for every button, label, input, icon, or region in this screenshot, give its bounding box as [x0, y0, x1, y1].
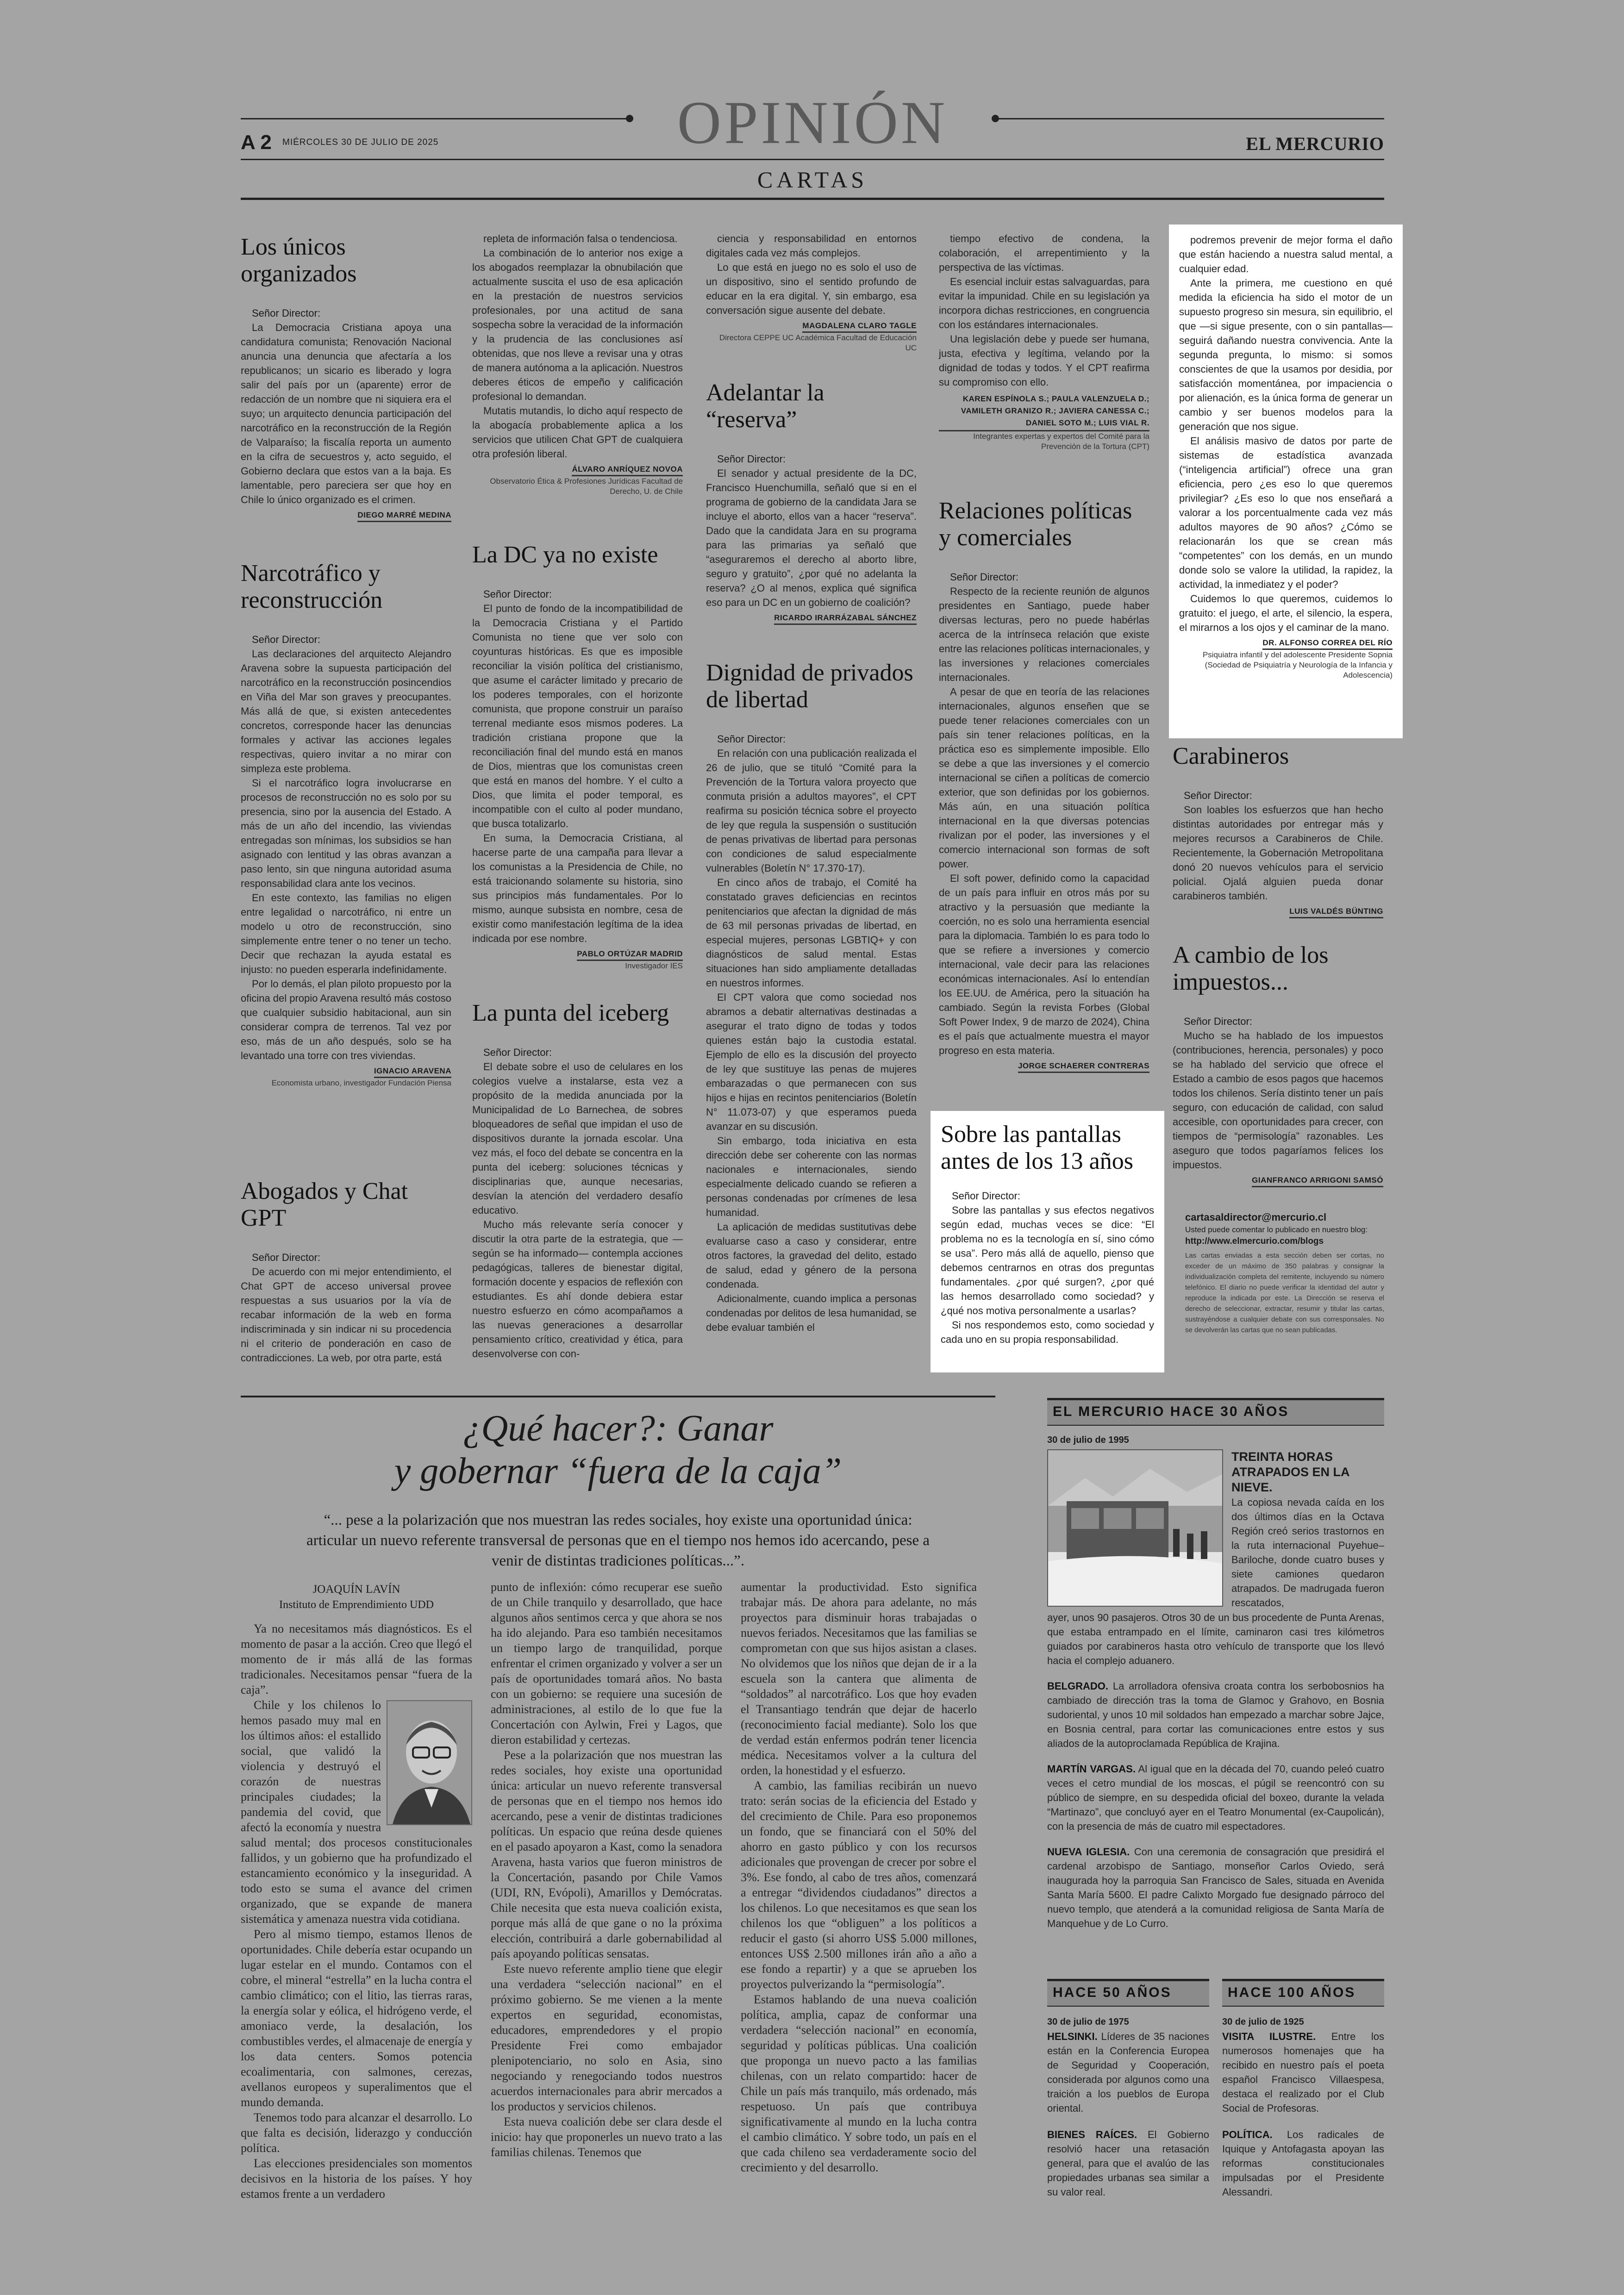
column-paragraph: Chile y los chilenos lo hemos pasado muy mal en los últimos años: el estallido social, que validó la violencia y destruyó el corazón de nuestras principales ciudades; la pandemia del covid, que afectó la economía y nuestra salud mental; dos procesos constitucionales fallidos, y un gobierno que ha profundizado el estancamiento económico y la inseguridad. A todo esto se suma el avance del crimen organizado, que se expande de manera sistemática y amenaza nuestra vida cotidiana. [241, 1698, 472, 1926]
column-paragraph: punto de inflexión: cómo recuperar ese sueño de un Chile tranquilo y desarrollado, que hace algunos años sentimos cerca y que ahora se nos ha ido alejando. Para eso también necesitamos un tiempo largo de tranquilidad, porque enfrentar el crimen organizado y volver a ser un país de oportunidades tomará años. No basta con un gobierno: se requiere una sucesión de administraciones, al estilo de lo que fue la Concertación con Aylwin, Frei y Lagos, que dieron estabilidad y certezas. [491, 1580, 722, 1746]
letter-greeting: Señor Director: [717, 453, 786, 465]
letter-title: Sobre las pantallas antes de los 13 años [941, 1121, 1133, 1174]
hace30-date: 30 de julio de 1995 [1047, 1435, 1129, 1445]
column-paragraph: Esta nueva coalición debe ser clara desde el inicio: hay que proponerles un nuevo trato a las familias chilenas. Tenemos que [491, 2115, 722, 2159]
letter-paragraph: Una legislación debe y puede ser humana, justa, efectiva y legítima, velando por la dignidad de todas y todos. Y el CPT reafirma su compromiso con ello. [939, 333, 1149, 388]
hace50-header: HACE 50 AÑOS [1053, 1985, 1172, 2000]
hace-50-anos [1047, 1979, 1209, 2199]
letter-paragraph: La combinación de lo anterior nos exige a los abogados reemplazar la obnubilación que actualmente suscita el uso de esa aplicación en la prestación de nuestros servicios profesionales, por una actitud de sana sospecha sobre la veracidad de la información y la prudencia de las conclusiones así obtenidas, que nos lleve a revisar una y otras de manera autónoma a la aplicación. Nuestros deberes éticos de empeño y calificación profesional lo demandan. [472, 247, 683, 402]
hace30-headline: TREINTA HORAS ATRAPADOS EN LA NIEVE. [1231, 1450, 1349, 1494]
hace100-header-bar [1222, 1979, 1384, 2007]
letter-dignidad-continued [939, 231, 1149, 452]
column-paragraph: Pero al mismo tiempo, estamos llenos de oportunidades. Chile debería estar ocupando un lugar estelar en el mundo. Contamos con el cobre, el mineral “estrella” en la lucha contra el cambio climático; con el litio, las tierras raras, la energía solar y eólica, el hidrógeno verde, el amoniaco verde, la desalación, los combustibles verdes, el almacenaje de energía y los data centers. Somos potencia ecoalimentaria, con salmones, cerezas, avellanos europeos y superalimentos que el mundo demanda. [241, 1927, 472, 2109]
issue-date: MIÉRCOLES 30 DE JULIO DE 2025 [282, 137, 439, 147]
letter-title: La DC ya no existe [472, 542, 658, 568]
hace50-item [1047, 2029, 1209, 2115]
opinion-column [241, 1407, 995, 2268]
letter-paragraph: La aplicación de medidas sustitutivas debe evaluarse caso a caso y considerar, entre otros factores, la gravedad del delito, estado de salud, edad y género de la persona condenada. [706, 1221, 917, 1290]
contact-note: Usted puede comentar lo publicado en nuestro blog: [1185, 1225, 1368, 1234]
hace100-item-head: VISITA ILUSTRE. [1222, 2031, 1316, 2042]
letter-la-dc-ya-no-existe [472, 542, 683, 971]
contact-box [1185, 1210, 1384, 1335]
column-paragraph: aumentar la productividad. Esto significa trabajar más. De ahora para adelante, no más proyectos para disminuir horas trabajadas o nuevos feriados. Necesitamos que las familias se comprometan con que sus hijos asistan a clases. No olvidemos que los niños que dejan de ir a la escuela son la cantera que alimenta de “soldados” al narcotráfico. Los que hoy evaden el Transantiago tendrán que dejar de hacerlo (reconocimiento facial mediante). Solo los que de verdad están enfermos podrán tener licencia médica. Necesitamos volver a la cultura del orden, la honestidad y el esfuerzo. [741, 1580, 977, 1777]
column-paragraph: A cambio, las familias recibirán un nuevo trato: serán socias de la eficiencia del Estado y del crecimiento de Chile. Para eso proponemos un fondo, que se financiará con el 50% del ahorro en gasto público y con los recursos adicionales que provengan de crecer por sobre el 3%. Ese fondo, al cabo de tres años, comenzará a entregar “dividendos ciudadanos” directos a los chilenos. Lo que necesitamos es que sean los chilenos los que “obliguen” a los políticos a reducir el gasto (si ahorro US$ 5.000 millones, entonces US$ 2.500 millones irán año a año a ese fondo a repartir) y a que se aprueben los proyectos pulverizando la “permisología”. [741, 1779, 977, 1991]
letter-paragraph: Respecto de la reciente reunión de algunos presidentes en Santiago, puede haber diversas lecturas, pero no puede habérlas acerca de la intrínseca relación que existe entre las relaciones políticas internacionales, y las inversiones y relaciones comerciales internacionales. [939, 586, 1149, 683]
letter-greeting: Señor Director: [950, 571, 1018, 583]
column-paragraph: Este nuevo referente amplio tiene que elegir una verdadera “selección nacional” en el próximo gobierno. Se me vienen a la mente expertos en seguridad, economistas, educadores, emprendedores y el propio Presidente Frei como embajador plenipotenciario, no solo en Asia, sino negociando y renegociando todos nuestros acuerdos internacionales para abrir mercados a los productos y servicios chilenos. [491, 1962, 722, 2113]
letter-title: Los únicos organizados [241, 234, 357, 287]
letter-title: Relaciones políticas y comerciales [939, 498, 1132, 551]
section-title: OPINIÓN [677, 88, 948, 156]
letter-pantallas-box [931, 1111, 1164, 1372]
hace30-lead-continued: ayer, unos 90 pasajeros. Otros 30 de un bus procedente de Punta Arenas, que estaba entrampado en el límite, caminaron casi tres kilómetros guiados por carabineros hasta otro vehículo de transporte que los llevó hacia el complejo aduanero. [1047, 1612, 1384, 1666]
letter-title: Adelantar la “reserva” [706, 380, 824, 433]
letter-greeting: Señor Director: [483, 588, 552, 600]
letter-paragraph: El análisis masivo de datos por parte de sistemas de estadística avanzada (“inteligencia artificial”) ofrece una gran eficiencia, pero ¿es eso lo que queremos privilegiar? ¿Es eso lo que nos enseñará a valorar a los porcentualmente cada vez más adultos mayores de 90 años? ¿Cómo se relacionarán los que se crean más “competentes” con los demás, en un mundo donde solo se valore la utilidad, la rapidez, la actividad, la inmediatez y el poder? [1179, 435, 1393, 590]
hace30-header: EL MERCURIO HACE 30 AÑOS [1053, 1404, 1289, 1419]
contact-rules: Las cartas enviadas a esta sección deben ser cortas, no exceder de un máximo de 350 palabras y consignar la individualización completa del remitente, incluyendo su número telefónico. El diario no puede verificar la identidad del autor y reproduce la indicada por este. La Dirección se reserva el derecho de seleccionar, extractar, resumir y titular las cartas, sustrayéndose a cualquier debate con sus corresponsales. No se devolverán las cartas que no sean publicadas. [1185, 1252, 1384, 1334]
letter-affiliation: Observatorio Ética & Profesiones Jurídicas Facultad de Derecho, U. de Chile [490, 477, 683, 496]
page-number: A 2 [241, 131, 272, 154]
letter-paragraph: La Democracia Cristiana apoya una candidatura comunista; Renovación Nacional anuncia una denuncia que afectaría a los republicanos; un sicario es liberado y logra salir del país por un (aparente) error de redacción de un nombre que ni siquiera era el suyo; un arquitecto denuncia participación del narcotráfico en la reconstrucción de la Región de Valparaíso; la fiscalía reporta un aumento en la cifra de secuestros y, acto seguido, el Gobierno declara que estos van a la baja. Es lamentable, pero pareciera ser que hoy en Chile lo único organizado es el crimen. [241, 322, 451, 505]
hace100-date: 30 de julio de 1925 [1222, 2017, 1304, 2027]
letter-narcotrafico [241, 560, 451, 1088]
letter-a-cambio-impuestos [1173, 942, 1383, 1187]
letter-signature: DIEGO MARRÉ MEDINA [357, 511, 451, 522]
letter-adelantar-reserva [706, 380, 917, 625]
letter-paragraph: De acuerdo con mi mejor entendimiento, el Chat GPT de acceso universal provee respuestas a sus usuarios por la vía de recabar información de la web en forma indiscriminada y sin indicar ni su procedencia ni el criterio de ponderación en caso de contradicciones. La web, por otra parte, está [241, 1266, 451, 1364]
letter-paragraph: El punto de fondo de la incompatibilidad de la Democracia Cristiana y el Partido Comunista no tiene que ver solo con coyunturas históricas. Es que es imposible reconciliar la visión política del cristianismo, que asume el carácter limitado y precario de los poderes temporales, con el horizonte comunista, que propone construir un paraíso terrenal mediante esos mismos poderes. La tradición cristiana propone que la reconciliación final del mundo está en manos de Dios, mientras que los comunistas creen que está en manos del hombre. Y el culto a Dios, que limita el poder temporal, es incompatible con el culto al poder mundano, que busca totalizarlo. [472, 603, 683, 829]
letter-abogados-chatgpt [241, 1178, 451, 1365]
letter-pantallas-continued-box [1169, 225, 1403, 738]
hace-100-anos [1222, 1979, 1384, 2199]
letter-paragraph: En relación con una publicación realizada el 26 de julio, que se tituló “Comité para la Prevención de la Tortura valora proyecto que conmuta prisión a adultos mayores”, el CPT reafirma su posición técnica sobre el proyecto de ley que regula la suspensión o sustitución de penas privativas de libertad para personas con condiciones de salud especialmente vulnerables (Boletín N° 17.370-17). [706, 748, 917, 874]
hace30-item-head: BELGRADO. [1047, 1680, 1108, 1692]
letter-paragraph: Mutatis mutandis, lo dicho aquí respecto de la abogacía probablemente aplica a los servicios que utilicen Chat GPT de cualquiera otra profesión liberal. [472, 405, 683, 460]
hace30-item-text: Con una ceremonia de consagración que presidirá el cardenal arzobispo de Santiago, monseñor Carlos Oviedo, será inaugurada hoy la parroquia San Francisco de Sales, situada en Avenida Santa María 5600. El padre Calixto Morgado fue designado párroco del nuevo templo, que atenderá a la comunidad religiosa de Santa María de Manquehue y de Lo Curro. [1047, 1846, 1384, 1929]
letter-paragraph: Sobre las pantallas y sus efectos negativos según edad, muchas veces se dice: “El problema no es la tecnología en sí, sino cómo se usa”. Pero más allá de aquello, pienso que debemos centrarnos en otras dos preguntas fundamentales. ¿por qué surgen?, ¿por qué las hemos desarrollado como sociedad? y ¿qué nos motiva personalmente a usarlas? [941, 1204, 1154, 1316]
letter-signature: IGNACIO ARAVENA [374, 1066, 451, 1078]
column-col1 [241, 1621, 472, 2201]
letter-relaciones-politicas [939, 498, 1149, 1073]
letter-greeting: Señor Director: [483, 1047, 552, 1058]
letter-greeting: Señor Director: [1184, 790, 1252, 801]
letter-paragraph: podremos prevenir de mejor forma el daño que están haciendo a nuestra salud mental, a cualquier edad. [1179, 234, 1393, 274]
hace30-header-bar [1047, 1398, 1384, 1426]
letter-paragraph: El debate sobre el uso de celulares en los colegios vuelve a instalarse, esta vez a propósito de la medida anunciada por la Municipalidad de Lo Barnechea, de sobres bloqueadores de señal que impidan el uso de dispositivos durante la jornada escolar. Una vez más, el foco del debate se concentra en la punta del iceberg: soluciones técnicas y disciplinarias que, aunque necesarias, desvían la atención del verdadero desafío educativo. [472, 1061, 683, 1216]
column-paragraph: Ya no necesitamos más diagnósticos. Es el momento de pasar a la acción. Creo que llegó el momento de ir más allá de las formas tradicionales. Necesitamos pensar “fuera de la caja”. [241, 1622, 472, 1696]
letter-signature: DR. ALFONSO CORREA DEL RÍO [1262, 638, 1393, 650]
letter-paragraph: El CPT valora que como sociedad nos abramos a debatir alternativas destinadas a asegurar el trato digno de todas y todos quienes están bajo la custodia estatal. Ejemplo de ello es la discusión del proyecto de ley que sustituye las penas de mujeres embarazadas o que permanecen con sus hijos e hijas en recintos penitenciarios (Boletín N° 11.073-07) y que esperamos pueda avanzar en su discusión. [706, 992, 917, 1132]
hace30-item-text: La arrolladora ofensiva croata contra los serbobosnios ha cambiado de dirección tras la toma de Glamoc y Grahovo, en Bosnia sudoriental, y unos 10 mil soldados han empezado a marchar sobre Jajce, en Bosnia central, para cortar las comunicaciones entre estos y sus aliados de la autoproclamada República de Krajina. [1047, 1680, 1384, 1749]
letter-signature: PABLO ORTÚZAR MADRID [577, 949, 683, 961]
letter-greeting: Señor Director: [952, 1190, 1020, 1202]
hace100-item-text: Los radicales de Iquique y Antofagasta apoyan las reformas constitucionales impulsadas por el Presidente Alessandri. [1222, 2129, 1384, 2198]
letter-paragraph: El senador y actual presidente de la DC, Francisco Huenchumilla, señaló que si en el programa de gobierno de la candidata Jara se incluye el aborto, ellos van a hacer “reserva”. Dado que la candidata Jara en su programa para las primarias ya señaló que “aseguraremos el derecho al aborto libre, seguro y gratuito”, ¿por qué no adelanta la reserva? ¿O al menos, explica qué significa eso para un DC en un gobierno de coalición? [706, 468, 917, 608]
hace-30-anos [1047, 1398, 1384, 1931]
letter-title: Abogados y Chat GPT [241, 1178, 408, 1231]
hace50-item [1047, 2127, 1209, 2199]
column-title-line1: ¿Qué hacer?: Ganar [462, 1408, 774, 1449]
letter-title: Carabineros [1173, 743, 1289, 769]
hace50-item-text: El Gobierno resolvió hacer una retasación general, para que el avalúo de las propiedades urbanas sea similar a su valor real. [1047, 2129, 1209, 2198]
letter-paragraph: A pesar de que en teoría de las relaciones internacionales, algunos enseñen que se puede tener relaciones comerciales con un país sin tener relaciones políticas, en la práctica eso es simplemente imposible. Ello se debe a que las inversiones y el comercio internacional se ciñen a políticas de comercio exterior, que son definidas por los gobiernos. Más aún, en una situación política internacional en la que diversas potencias rivalizan por el poder, las inversiones y el comercio internacional son formas de soft power. [939, 686, 1149, 870]
hace100-item [1222, 2029, 1384, 2115]
paper-name: EL MERCURIO [1246, 133, 1384, 154]
letter-paragraph: En cinco años de trabajo, el Comité ha constatado graves deficiencias en recintos penitenciarios que afectan la dignidad de más de 63 mil personas privadas de libertad, en especial mujeres, personas LGBTIQ+ y con diagnósticos de salud mental. Estas situaciones han sido ampliamente detalladas en nuestros informes. [706, 877, 917, 989]
letter-title: Narcotráfico y reconstrucción [241, 560, 383, 613]
column-paragraph: Estamos hablando de una nueva coalición política, amplia, capaz de conformar una verdadera “selección nacional” en economía, seguridad y políticas públicas. Una coalición que proponga un nuevo pacto a las familias chilenas, con un relato compartido: hacer de Chile un país más tranquilo, más ordenado, más respetuoso. Un país que contribuya significativamente al mundo en la lucha contra el cambio climático. Y sobre todo, un país en el que cada chileno sea verdaderamente socio del crecimiento y del desarrollo. [741, 1993, 977, 2174]
letter-affiliation: Directora CEPPE UC Académica Facultad de Educación UC [719, 333, 917, 352]
hace100-item [1222, 2127, 1384, 2199]
hace50-item-head: BIENES RAÍCES. [1047, 2129, 1137, 2140]
hace100-header: HACE 100 AÑOS [1228, 1985, 1356, 2000]
letter-greeting: Señor Director: [1184, 1016, 1252, 1027]
letter-greeting: Señor Director: [252, 307, 320, 319]
letter-paragraph: Son loables los esfuerzos que han hecho distintas autoridades por entregar más y mejores recursos a Carabineros de Chile. Recientemente, la Gobernación Metropolitana donó 20 nuevos vehículos para el servicio policial. Ojalá alguien pueda donar carabineros también. [1173, 804, 1383, 902]
masthead [241, 90, 1384, 204]
letter-affiliation: Investigador IES [625, 961, 683, 970]
hace30-lead: La copiosa nevada caída en los dos últimos días en la Octava Región creó serios trastornos en la ruta internacional Puyehue–Bariloche, donde cuatro buses y siete camiones quedaron atrapados. De madrugada fueron rescatados, [1231, 1497, 1384, 1609]
hace50-item-head: HELSINKI. [1047, 2031, 1098, 2042]
letter-greeting: Señor Director: [717, 733, 786, 745]
column-paragraph: Tenemos todo para alcanzar el desarrollo. Lo que falta es decisión, liderazgo y conducción política. [241, 2111, 472, 2155]
masthead-rule-bottom [241, 198, 1384, 200]
letter-title: La punta del iceberg [472, 1000, 669, 1026]
masthead-rule-main [241, 159, 1384, 160]
contact-email-link[interactable]: cartasaldirector@mercurio.cl [1185, 1211, 1327, 1223]
column-author-affiliation: Instituto de Emprendimiento UDD [279, 1599, 434, 1611]
letter-paragraph: repleta de información falsa o tendenciosa. [483, 233, 678, 244]
letter-title: Dignidad de privados de libertad [706, 660, 913, 713]
letter-signature: LUIS VALDÉS BÜNTING [1289, 907, 1383, 918]
letter-title: A cambio de los impuestos... [1173, 942, 1329, 995]
letter-paragraph: ciencia y responsabilidad en entornos digitales cada vez más complejos. [706, 233, 917, 259]
letter-paragraph: Cuidemos lo que queremos, cuidemos lo gratuito: el juego, el arte, el silencio, la espera, el mirarnos a los ojos y el caminar de la mano. [1179, 593, 1393, 633]
letter-paragraph: En este contexto, las familias no eligen entre legalidad o narcotráfico, ni entre un modelo u otro de reconstrucción, sino simplemente entre tener o no tener un techo. Decir que rechazan la ayuda estatal es injusto: no pueden esperarla indefinidamente. [241, 892, 451, 975]
column-paragraph: Pese a la polarización que nos muestran las redes sociales, hoy existe una oportunidad única: articular un nuevo referente transversal de personas que en el tiempo nos hemos ido acercando, pese a venir de distintas tradiciones políticas. Un espacio que reúna desde quienes en el pasado apoyaron a Kast, como la senadora Aravena, hasta varios que fueron ministros de la Concertación, pasando por Chile Vamos (UDI, RN, Evópoli), Amarillos y Demócratas. Chile necesita que esta nueva coalición exista, porque más allá de que gane o no la próxima elección, contribuirá a darle gobernabilidad al país apoyando políticas sensatas. [491, 1748, 722, 1960]
author-photo [387, 1700, 472, 1825]
column-paragraph: Las elecciones presidenciales son momentos decisivos en la historia de los países. Y hoy estamos frente a un verdadero [241, 2157, 472, 2201]
hace100-item-text: Entre los numerosos homenajes que ha recibido en nuestro país el poeta español Francisco Villaespesa, destaca el realizado por el Club Social de Profesoras. [1222, 2031, 1384, 2114]
letter-paragraph: Si el narcotráfico logra involucrarse en procesos de reconstrucción no es solo por su presencia, sino por la ausencia del Estado. A más de un año del incendio, las viviendas entregadas son mínimas, los subsidios se han asignado con lentitud y las obras avanzan a paso lento, sin que ninguna autoridad asuma responsabilidad clara ante los vecinos. [241, 777, 451, 889]
letter-paragraph: Si nos respondemos esto, como sociedad y cada uno en su propia responsabilidad. [941, 1319, 1154, 1345]
letter-paragraph: Sin embargo, toda iniciativa en esta dirección debe ser coherente con las normas nacionales e internacionales, siendo especialmente delicado cuando se refieren a personas condenadas por crímenes de lesa humanidad. [706, 1135, 917, 1218]
letter-paragraph: En suma, la Democracia Cristiana, al hacerse parte de una campaña para llevar a los comunistas a la Presidencia de Chile, no está traicionando solamente su historia, sino sus principios más fundamentales. Por lo mismo, aunque subsista en nombre, cesa de existir como manifestación legítima de la idea indicada por ese nombre. [472, 832, 683, 944]
hace50-item-text: Líderes de 35 naciones están en la Conferencia Europea de Seguridad y Cooperación, considerada por algunos como una traición a los pueblos de Europa oriental. [1047, 2031, 1209, 2114]
letter-paragraph: Mucho más relevante sería conocer y discutir la otra parte de la estrategia, que —según se ha informado— contempla acciones pedagógicas, talleres de bienestar digital, formación docente y espacios de reflexión con estudiantes. Es ahí donde debiera estar nuestro esfuerzo en cómo acompañamos a las nuevas generaciones a desarrollar pensamiento crítico, creatividad y ética, para desenvolverse con con- [472, 1219, 683, 1360]
column-col2 [491, 1579, 722, 2160]
letter-iceberg-continued [706, 231, 917, 353]
hace30-item [1047, 1845, 1384, 1931]
letter-abogados-continued [472, 231, 683, 497]
hace50-header-bar [1047, 1979, 1209, 2007]
letter-punta-iceberg [472, 1000, 683, 1361]
archive-photo-illustration [1048, 1450, 1223, 1607]
letter-signature: JORGE SCHAERER CONTRERAS [1018, 1061, 1149, 1073]
hace30-item [1047, 1679, 1384, 1751]
column-col3 [741, 1579, 977, 2175]
letter-dignidad-privados [706, 660, 917, 1335]
author-photo-illustration [387, 1701, 472, 1825]
letter-signature: RICARDO IRARRÁZABAL SÁNCHEZ [774, 613, 917, 625]
letter-paragraph: Las declaraciones del arquitecto Alejandro Aravena sobre la supuesta participación del narcotráfico en la reconstrucción posincendios en Viña del Mar son graves y preocupantes. Más allá de que, si existen antecedentes concretos, corresponde hacer las denuncias formales y activar las acciones legales respectivas, quiero invitar a no mirar con simpleza este problema. [241, 648, 451, 774]
hace30-item [1047, 1762, 1384, 1834]
letter-signature: ÁLVARO ANRÍQUEZ NOVOA [572, 465, 683, 476]
letter-signature: KAREN ESPÍNOLA S.; PAULA VALENZUELA D.; VAMILETH GRANIZO R.; JAVIERA CANESSA C.; DANIEL SOTO M.; LUIS VIAL R. [939, 393, 1149, 431]
column-title-line2: y gobernar “fuera de la caja” [394, 1451, 842, 1491]
letter-carabineros [1173, 743, 1383, 918]
letter-paragraph: Por lo demás, el plan piloto propuesto por la oficina del propio Aravena resultó más costoso que cualquier subsidio habitacional, aun sin considerar compra de terrenos. Tal vez por eso, más de un año después, solo se ha levantado una torre con tres viviendas. [241, 978, 451, 1061]
hace30-item-head: NUEVA IGLESIA. [1047, 1846, 1130, 1858]
letter-paragraph: Lo que está en juego no es solo el uso de un dispositivo, sino el sentido profundo de educar en la era digital. Y, sin embargo, esa conversación sigue ausente del debate. [706, 262, 917, 316]
hace100-item-head: POLÍTICA. [1222, 2129, 1273, 2140]
letter-greeting: Señor Director: [252, 1252, 320, 1263]
letter-signature: GIANFRANCO ARRIGONI SAMSÓ [1252, 1176, 1383, 1187]
letter-paragraph: El soft power, definido como la capacidad de un país para influir en otros más por su atractivo y la persuasión que mediante la coerción, no es solo una herramienta esencial para la diplomacia. También lo es para todo lo que se refiere a inversiones y comercio internacional, vale decir para las relaciones económicas internacionales. Así lo entendían los EE.UU. de América, pero la situación ha cambiado. Según la revista Forbes (Global Soft Power Index, 9 de marzo de 2024), China es el país que actualmente muestra el mayor progreso en esta materia. [939, 873, 1149, 1056]
letter-affiliation: Integrantes expertas y expertos del Comité para la Prevención de la Tortura (CPT) [973, 432, 1149, 451]
section-divider [241, 1396, 995, 1397]
archive-photo [1047, 1449, 1223, 1607]
letter-paragraph: Adicionalmente, cuando implica a personas condenadas por delitos de lesa humanidad, se debe evaluar también el [706, 1293, 917, 1333]
hace30-item-text: Al igual que en la década del 70, cuando peleó cuatro veces el cetro mundial de los moscas, el púgil se reencontró con su público de siempre, en su despedida oficial del boxeo, durante la velada “Martinazo”, que concluyó ayer en el Teatro Monumental (ex-Caupolicán), con la presencia de más de cuatro mil espectadores. [1047, 1763, 1384, 1832]
letter-paragraph: Mucho se ha hablado de los impuestos (contribuciones, herencia, personales) y poco se ha hablado del servicio que ofrece el Estado a cambio de esos pagos que hacemos todos los chilenos. Sería distinto tener un país seguro, con educación de calidad, con salud accesible, con oportunidades para crecer, con tiempos de “permisología” razonables. Les aseguro que todos pagaríamos felices los impuestos. [1173, 1030, 1383, 1171]
hace50-date: 30 de julio de 1975 [1047, 2017, 1129, 2027]
letter-paragraph: Es esencial incluir estas salvaguardas, para evitar la impunidad. Chile en su legislación ya incorpora dichas restricciones, en congruencia con los estándares internacionales. [939, 276, 1149, 331]
column-author: JOAQUÍN LAVÍN [312, 1583, 400, 1596]
letter-los-unicos-organizados [241, 234, 451, 522]
letter-paragraph: Ante la primera, me cuestiono en qué medida la eficiencia ha sido el motor de un supuesto progreso sin mesura, sin equilibrio, el que —si sigue presente, con o sin pantallas— seguirá dañando nuestra convivencia. Ante la segunda pregunta, lo mismo: si somos conscientes de que la usamos por desidia, por satisfacción momentánea, por impaciencia o por alienación, es la única forma de generar un cambio y ser buenos modelos para la generación que nos sigue. [1179, 277, 1393, 432]
letter-greeting: Señor Director: [252, 634, 320, 645]
letter-paragraph: tiempo efectivo de condena, la colaboración, el arrepentimiento y la perspectiva de las víctimas. [939, 233, 1149, 273]
subsection-title: CARTAS [757, 167, 868, 193]
column-lead-quote: “... pese a la polarización que nos muestran las redes sociales, hoy existe una oportunidad única: articular un nuevo referente transversal de personas que en el tiempo nos hemos ido acercando, pese a venir de distintas tradiciones políticas...”. [306, 1512, 930, 1569]
contact-blog-link[interactable]: http://www.elmercurio.com/blogs [1185, 1236, 1324, 1246]
hace30-item-head: MARTÍN VARGAS. [1047, 1763, 1136, 1775]
letter-affiliation: Economista urbano, investigador Fundación Piensa [271, 1079, 451, 1087]
letter-signature: MAGDALENA CLARO TAGLE [802, 321, 917, 333]
letter-affiliation: Psiquiatra infantil y del adolescente Presidente Sopnia (Sociedad de Psiquiatría y Neurología de la Infancia y Adolescencia) [1202, 650, 1393, 680]
